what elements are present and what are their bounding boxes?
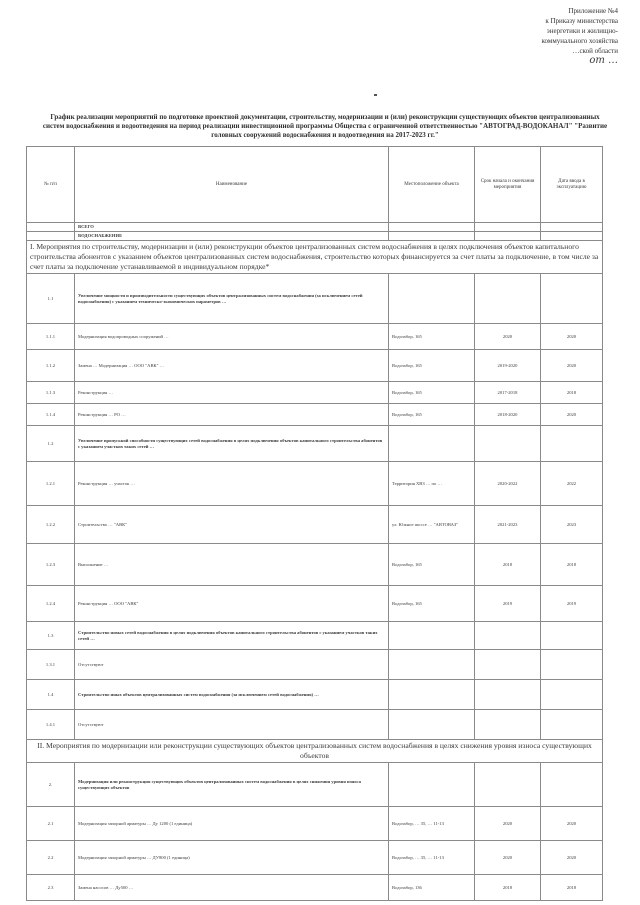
row-term <box>475 274 541 324</box>
row-number: 1.3.1 <box>27 650 75 680</box>
table-row <box>27 763 603 807</box>
row-date <box>541 710 603 740</box>
row-location: Водозабор, … 35, … 11-13 <box>389 841 475 875</box>
row-number: 1.2 <box>27 426 75 462</box>
row-date: 2022 <box>541 462 603 506</box>
row-term: 2018 <box>475 875 541 901</box>
row-term <box>475 650 541 680</box>
row-date: 2020 <box>541 807 603 841</box>
row-location: Водозабор, 165 <box>389 586 475 622</box>
row-number: 1.1.3 <box>27 382 75 404</box>
section-1-title: I. Мероприятия по строительству, модернизации и (или) реконструкции объектов централизованных систем водоснабжения в целях подключения объектов капитального строительства абонентов с указанием объектов централизованных систем водоснабжения, строительство которых финансируется за счет платы за подключение, в том числе за счет платы за подключение устанавливаемой в индивидуальном порядке* <box>27 241 603 274</box>
column-header-term: Срок начала и окончания мероприятия <box>475 147 541 223</box>
table-row <box>27 841 603 875</box>
table-row <box>27 622 603 650</box>
stamp-date-handwritten: от … <box>589 55 618 66</box>
row-location: Территория ХВЗ … по … <box>389 462 475 506</box>
row-number: 1.4 <box>27 680 75 710</box>
stamp-line-4: коммунального хозяйства <box>541 37 618 45</box>
row-name: Увеличение мощности и производительности существующих объектов централизованных систем водоснабжения (за исключением сетей водоснабжения) с указанием техническо-экономических параметров … <box>75 274 389 324</box>
row-term: 2021-2023 <box>475 506 541 544</box>
row-location: Водозабор, 165 <box>389 382 475 404</box>
row-name: Строительство новых сетей водоснабжения в целях подключения объектов капитального строительства абонентов с указанием участков таких сетей … <box>75 622 389 650</box>
row-term: 2020 <box>475 807 541 841</box>
row-number: 1.4.1 <box>27 710 75 740</box>
row-term <box>475 680 541 710</box>
stamp-line-5: …ской области <box>572 47 618 55</box>
row-date <box>541 650 603 680</box>
stamp-line-3: энергетики и жилищно- <box>546 27 618 35</box>
row-date: 2020 <box>541 324 603 350</box>
row-name: Модернизация запорной арматуры … Ду 1200 (1 единица) <box>75 807 389 841</box>
table-row <box>27 807 603 841</box>
row-location: Водозабор, 165 <box>389 324 475 350</box>
row-number: 1.1.1 <box>27 324 75 350</box>
column-header-date: Дата ввода в эксплуатацию <box>541 147 603 223</box>
table-row <box>27 274 603 324</box>
table-row <box>27 462 603 506</box>
row-location <box>389 763 475 807</box>
row-term: 2018 <box>475 544 541 586</box>
row-location <box>389 650 475 680</box>
row-name: Реконструкция … участок … <box>75 462 389 506</box>
schedule-table <box>26 146 603 901</box>
row-date <box>541 622 603 650</box>
total-label: ВСЕГО <box>75 223 389 232</box>
table-row <box>27 506 603 544</box>
row-date: 2018 <box>541 875 603 901</box>
total-row <box>27 223 603 232</box>
stamp-line-2: к Приказу министерства <box>545 17 618 25</box>
row-date <box>541 426 603 462</box>
row-name: Модернизация или реконструкция существующих объектов централизованных систем водоснабжения в целях снижения уровня износа существующих объектов <box>75 763 389 807</box>
row-date: 2020 <box>541 841 603 875</box>
row-number: 1.2.4 <box>27 586 75 622</box>
column-header-location: Местоположение объекта <box>389 147 475 223</box>
table-row <box>27 324 603 350</box>
column-header-name: Наименование <box>75 147 389 223</box>
section-2-row <box>27 740 603 763</box>
row-name: Замена насосов … Ду500 … <box>75 875 389 901</box>
section-1-row <box>27 241 603 274</box>
row-location: ул. Южное шоссе … "АВТОВАЗ" <box>389 506 475 544</box>
section-2-title: II. Мероприятия по модернизации или реконструкции существующих объектов централизованных систем водоснабжения в целях снижения уровня износа существующих объектов <box>27 740 603 763</box>
row-number: 1.2.2 <box>27 506 75 544</box>
row-number: 1.1.4 <box>27 404 75 426</box>
row-number: 2.2 <box>27 841 75 875</box>
table-row <box>27 875 603 901</box>
row-date <box>541 680 603 710</box>
water-supply-row <box>27 232 603 241</box>
water-supply-label: ВОДОСНАБЖЕНИЕ <box>75 232 389 241</box>
row-location <box>389 680 475 710</box>
table-row <box>27 650 603 680</box>
row-date: 2023 <box>541 506 603 544</box>
row-name: Модернизация водопроводных сооружений … <box>75 324 389 350</box>
row-term <box>475 710 541 740</box>
row-location <box>389 710 475 740</box>
row-number: 1.1 <box>27 274 75 324</box>
approval-stamp <box>468 6 618 66</box>
row-name: Реконструкция … <box>75 382 389 404</box>
row-location: Водозабор, 165 <box>389 350 475 382</box>
row-name: Отсутствуют <box>75 650 389 680</box>
row-term <box>475 622 541 650</box>
row-term <box>475 763 541 807</box>
row-name: Модернизация запорной арматуры … ДУ800 (1 единица) <box>75 841 389 875</box>
row-date: 2018 <box>541 544 603 586</box>
row-term: 2018-2020 <box>475 404 541 426</box>
row-number: 2.1 <box>27 807 75 841</box>
row-name: Реконструкция … РО … <box>75 404 389 426</box>
row-location: Водозабор, … 35, … 11-13 <box>389 807 475 841</box>
row-name: Отсутствуют <box>75 710 389 740</box>
column-header-number: № п/п <box>27 147 75 223</box>
row-number: 1.2.1 <box>27 462 75 506</box>
row-location <box>389 622 475 650</box>
row-number: 1.3 <box>27 622 75 650</box>
row-date <box>541 274 603 324</box>
table-row <box>27 710 603 740</box>
row-location: Водозабор, 165 <box>389 404 475 426</box>
row-term: 2020-2022 <box>475 462 541 506</box>
row-number: 2.3 <box>27 875 75 901</box>
row-date: 2020 <box>541 350 603 382</box>
table-row <box>27 544 603 586</box>
row-name: Реконструкция … ООО "АВК" <box>75 586 389 622</box>
row-name: Замена … Модернизация … ООО "АВК" … <box>75 350 389 382</box>
row-term: 2017-2018 <box>475 382 541 404</box>
row-location <box>389 426 475 462</box>
row-date: 2019 <box>541 586 603 622</box>
row-name: Увеличение пропускной способности существующих сетей водоснабжения в целях подключения объектов капитального строительства абонентов с указанием участков таких сетей … <box>75 426 389 462</box>
row-date <box>541 763 603 807</box>
table-row <box>27 382 603 404</box>
table-row <box>27 350 603 382</box>
row-name: Выполнение … <box>75 544 389 586</box>
row-number: 1.1.2 <box>27 350 75 382</box>
table-row <box>27 680 603 710</box>
row-number: 2. <box>27 763 75 807</box>
stamp-line-1: Приложение №4 <box>568 7 618 15</box>
row-name: Строительство иных объектов централизованных систем водоснабжения (за исключением сетей водоснабжения) … <box>75 680 389 710</box>
row-term: 2019 <box>475 586 541 622</box>
table-row <box>27 586 603 622</box>
document-title: График реализации мероприятий по подготовке проектной документации, строительству, модернизации и (или) реконструкции существующих объектов централизованных систем водоснабжения и водоотведения на период реализации инвестиционной программы Общества с ограниченной ответственностью "АВТОГРАД-ВОДОКАНАЛ" "Развитие головных сооружений водоснабжения и водоотведения на 2017-2023 гг." <box>42 113 608 139</box>
row-term: 2020 <box>475 324 541 350</box>
row-location: Водозабор, 136 <box>389 875 475 901</box>
scan-speck <box>374 94 377 96</box>
row-date: 2018 <box>541 382 603 404</box>
row-name: Строительство … "АВК" <box>75 506 389 544</box>
row-location: Водозабор, 165 <box>389 544 475 586</box>
row-date: 2020 <box>541 404 603 426</box>
row-location <box>389 274 475 324</box>
row-term: 2020 <box>475 841 541 875</box>
row-term <box>475 426 541 462</box>
row-term: 2019-2020 <box>475 350 541 382</box>
table-row <box>27 426 603 462</box>
table-header-row <box>27 147 603 223</box>
row-number: 1.2.3 <box>27 544 75 586</box>
table-row <box>27 404 603 426</box>
